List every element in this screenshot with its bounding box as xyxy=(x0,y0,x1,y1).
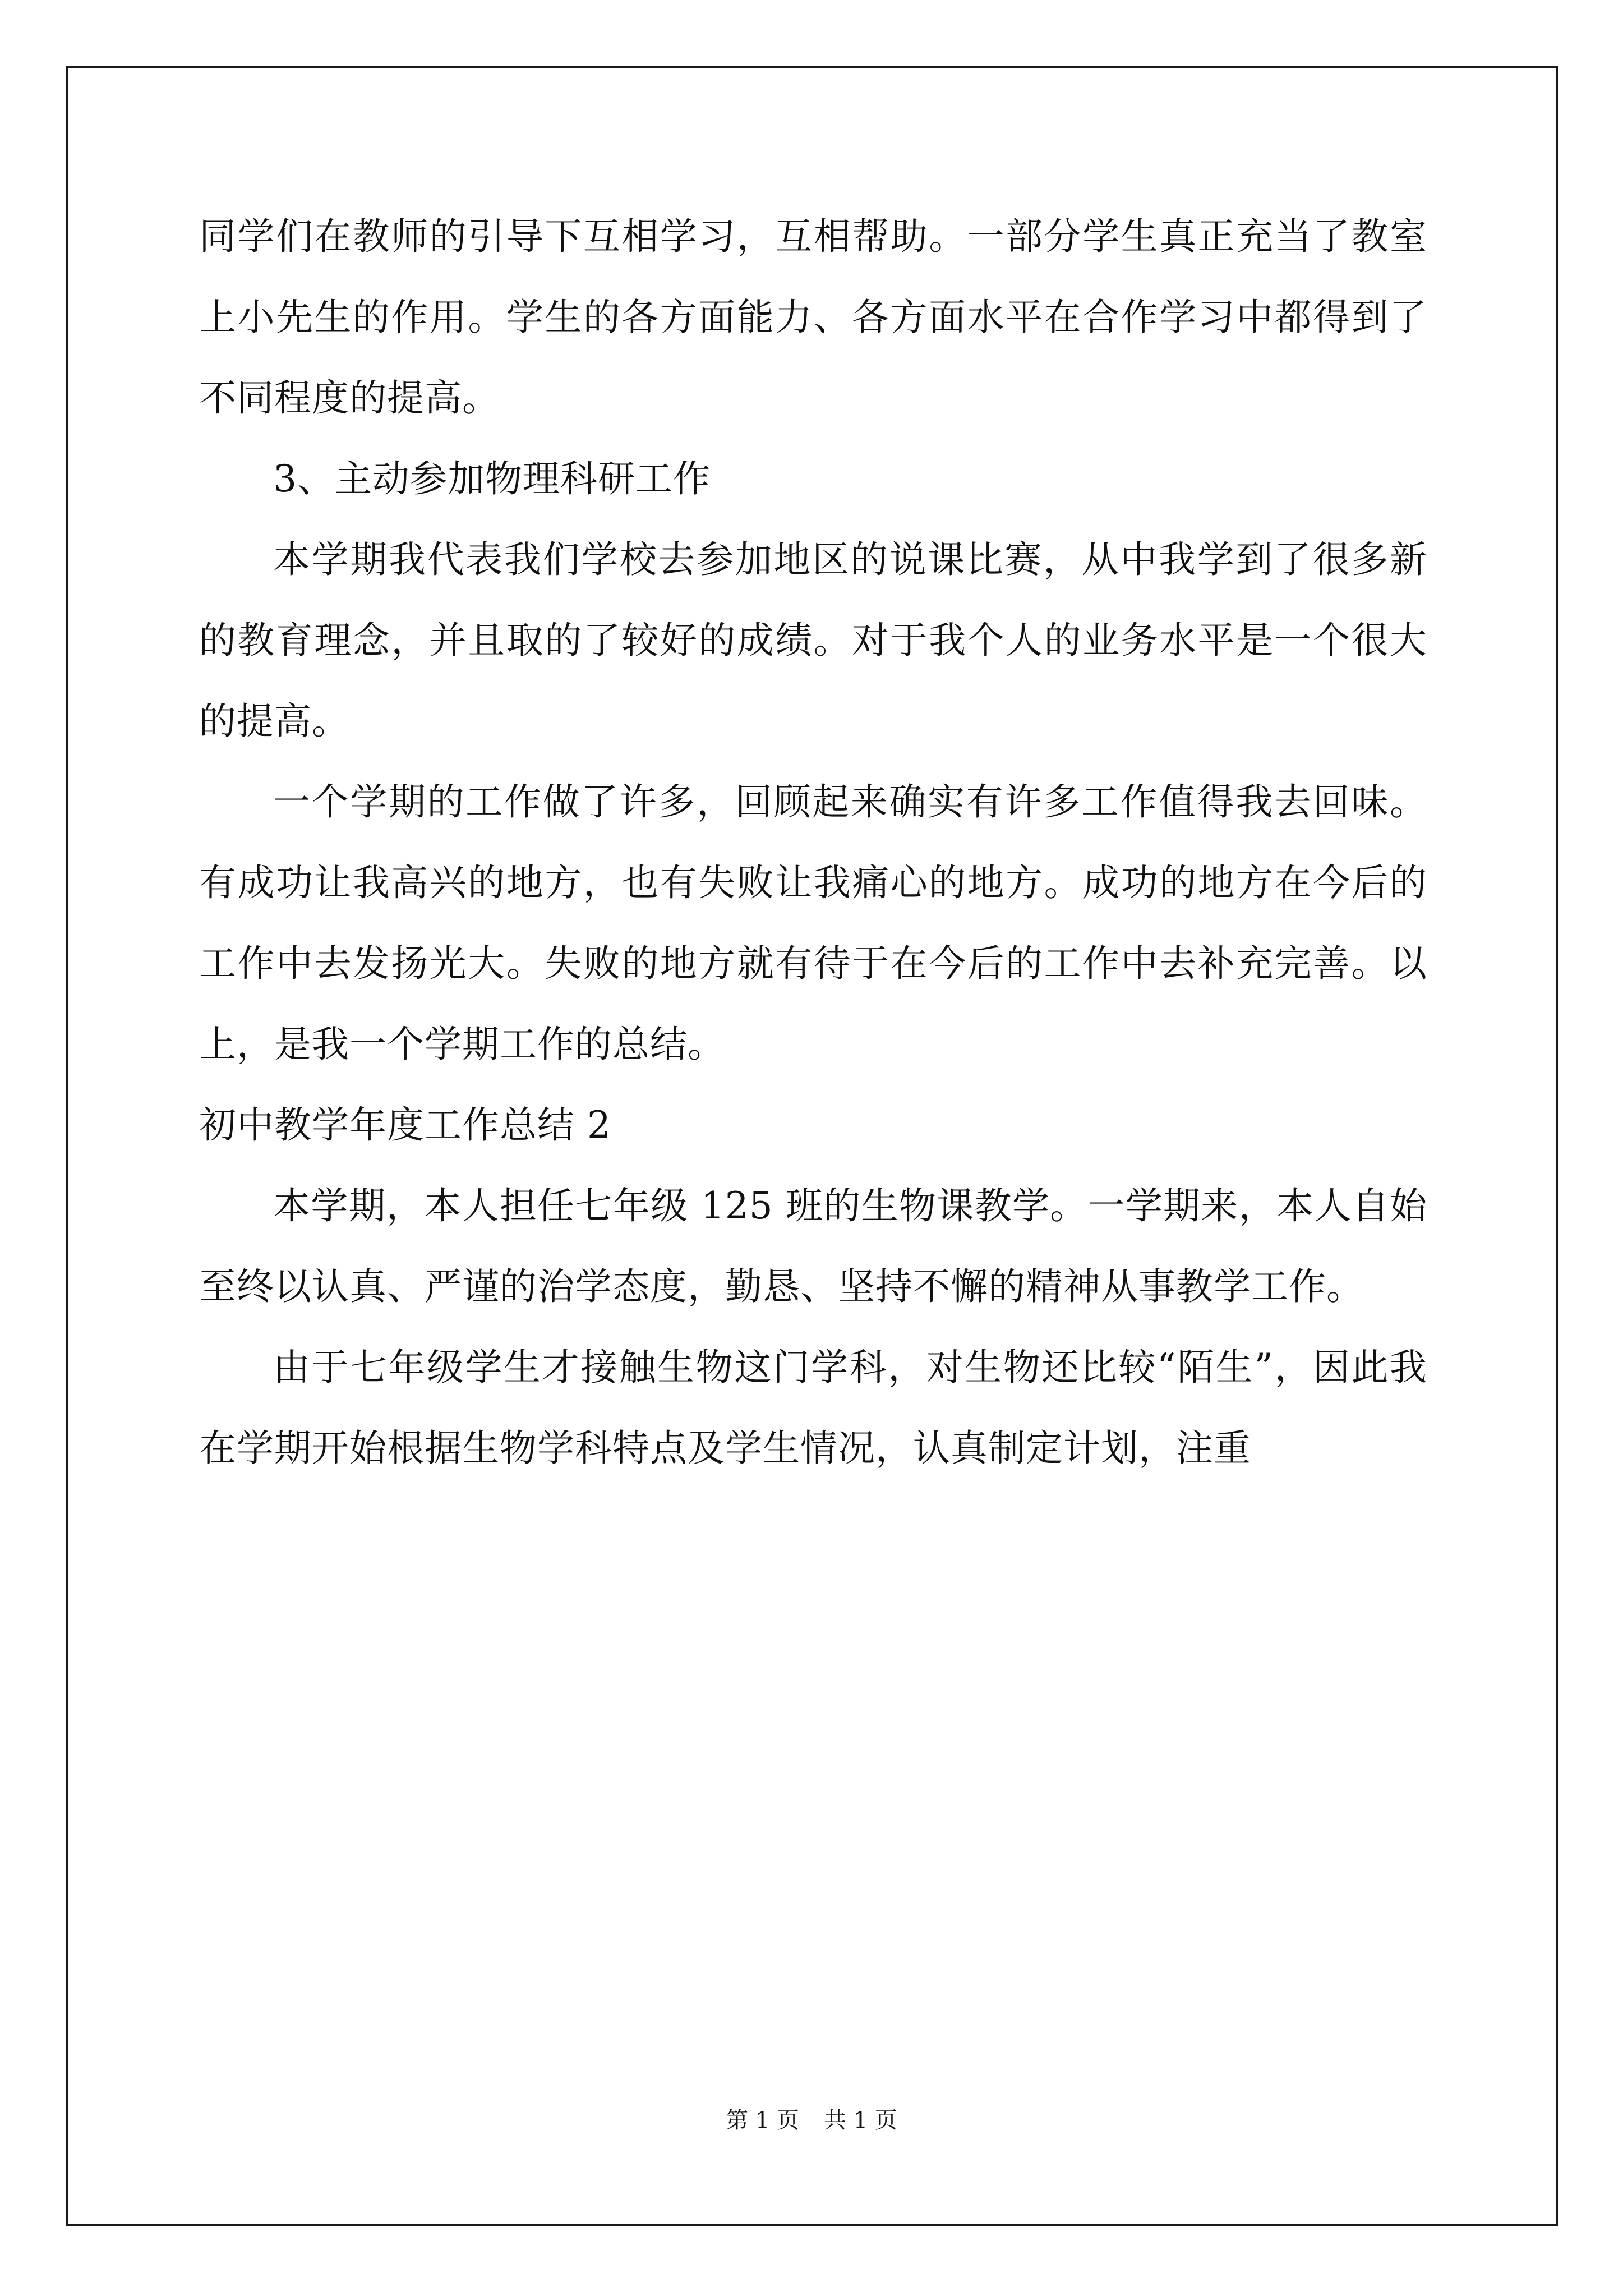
page-footer xyxy=(0,2102,1623,2134)
paragraph: 本学期，本人担任七年级 125 班的生物课教学。一学期来，本人自始至终以认真、严谨的治学态度，勤恳、坚持不懈的精神从事教学工作。 xyxy=(199,1184,1427,1308)
paragraph-continued: 同学们在教师的引导下互相学习，互相帮助。一部分学生真正充当了教室上小先生的作用。学生的各方面能力、各方面水平在合作学习中都得到了不同程度的提高。 xyxy=(199,215,1427,420)
page-number-current: 第 1 页 xyxy=(726,2108,799,2133)
section-heading: 初中教学年度工作总结 2 xyxy=(199,1103,611,1147)
paragraph: 由于七年级学生才接触生物这门学科，对生物还比较“陌生”，因此我在学期开始根据生物学科特点及学生情况，认真制定计划，注重 xyxy=(199,1346,1427,1470)
section-subheading: 3、主动参加物理科研工作 xyxy=(273,457,711,500)
paragraph: 本学期我代表我们学校去参加地区的说课比赛，从中我学到了很多新的教育理念，并且取的了较好的成绩。对于我个人的业务水平是一个很大的提高。 xyxy=(199,538,1427,743)
page-number-total: 共 1 页 xyxy=(824,2108,897,2133)
paragraph: 一个学期的工作做了许多，回顾起来确实有许多工作值得我去回味。有成功让我高兴的地方，也有失败让我痛心的地方。成功的地方在今后的工作中去发扬光大。失败的地方就有待于在今后的工作中去补充完善。以上，是我一个学期工作的总结。 xyxy=(199,780,1427,1066)
document-body xyxy=(199,196,1427,1489)
